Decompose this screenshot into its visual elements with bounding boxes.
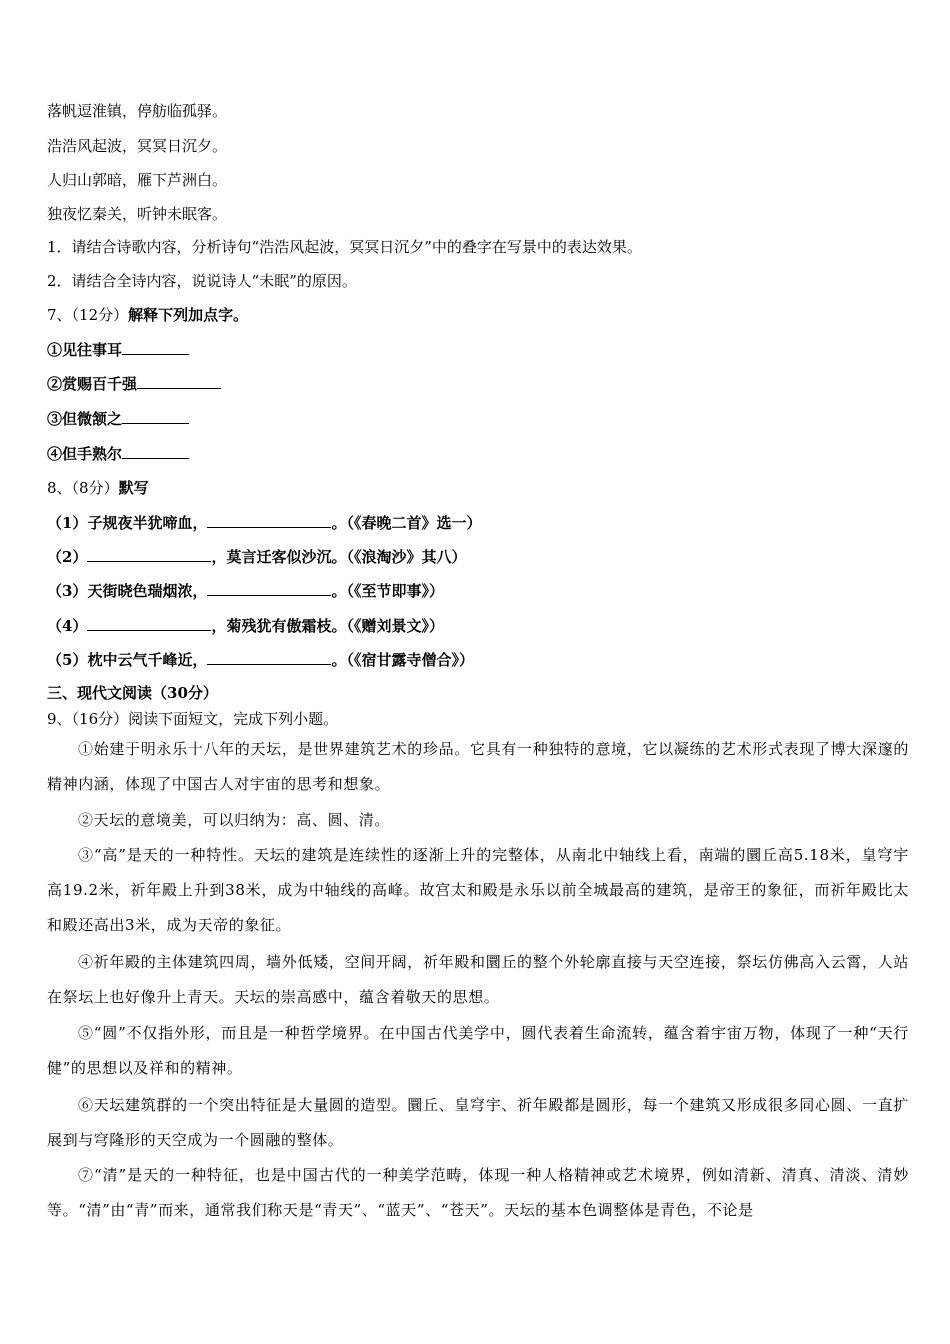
question-7-header [47, 305, 910, 325]
q8-item-before: 天街晓色瑞烟浓， [87, 582, 208, 600]
q8-item-after: 。（《至节即事》） [331, 582, 444, 600]
q7-item-text: ④但手熟尔 [47, 445, 123, 463]
answer-blank[interactable] [207, 580, 331, 596]
q8-item [47, 546, 910, 567]
poem-line: 落帆逗淮镇，停舫临孤驿。 [47, 102, 228, 120]
q8-item-number: （4） [47, 617, 88, 635]
answer-blank[interactable] [87, 546, 211, 562]
q7-item-text: ③但微颔之 [47, 410, 123, 428]
q8-item-after: ，菊残犹有傲霜枝。（《赠刘景文》） [211, 617, 444, 635]
answer-blank[interactable] [207, 512, 331, 528]
q7-item-text: ②赏赐百千强 [47, 375, 138, 393]
answer-blank[interactable] [122, 339, 189, 355]
question-7-prefix: 7、（12分） [47, 306, 129, 324]
q8-item [47, 615, 910, 636]
q8-item [47, 649, 910, 670]
passage-paragraph-3: ③“高”是天的一种特性。天坛的建筑是连续性的逐渐上升的完整体，从南北中轴线上看，南端的圜丘高5.18米，皇穹宇高19.2米，祈年殿上升到38米，成为中轴线的高峰。故宫太和殿是永乐以前全城最高的建筑，是帝王的象征，而祈年殿比太和殿还高出3米，成为天帝的象征。 [47, 846, 909, 934]
answer-blank[interactable] [122, 408, 189, 424]
passage-paragraph-7: ⑦“清”是天的一种特征，也是中国古代的一种美学范畴，体现一种人格精神或艺术境界，例如清新、清真、清淡、清妙等。“清”由“青”而来，通常我们称天是“青天”、“蓝天”、“苍天”。天坛的基本色调整体是青色，不论是 [47, 1166, 909, 1219]
passage-paragraph-1: ①始建于明永乐十八年的天坛，是世界建筑艺术的珍品。它具有一种独特的意境，它以凝练的艺术形式表现了博大深邃的精神内涵，体现了中国古人对宇宙的思考和想象。 [47, 740, 909, 793]
q8-item-before: 子规夜半犹啼血， [87, 514, 208, 532]
q7-item-text: ①见往事耳 [47, 341, 123, 359]
q7-item [47, 408, 910, 429]
q8-item-number: （3） [47, 582, 88, 600]
poem-question-1: 1．请结合诗歌内容，分析诗句“浩浩风起波，冥冥日沉夕”中的叠字在写景中的表达效果。 [47, 238, 642, 256]
question-9-intro: 9、（16分）阅读下面短文，完成下列小题。 [47, 710, 339, 728]
question-7-title: 解释下列加点字。 [128, 306, 249, 324]
q8-item-number: （2） [47, 548, 88, 566]
q8-item [47, 512, 910, 533]
passage-paragraph-6: ⑥天坛建筑群的一个突出特征是大量圆的造型。圜丘、皇穹宇、祈年殿都是圆形，每一个建筑又形成很多同心圆、一直扩展到与穹隆形的天空成为一个圆融的整体。 [47, 1096, 909, 1149]
passage-paragraph-4: ④祈年殿的主体建筑四周，墙外低矮，空间开阔，祈年殿和圜丘的整个外轮廓直接与天空连接，祭坛仿佛高入云霄，人站在祭坛上也好像升上青天。天坛的崇高感中，蕴含着敬天的思想。 [47, 953, 909, 1006]
passage-paragraph-2: ②天坛的意境美，可以归纳为：高、圆、清。 [78, 811, 391, 829]
poem-line: 浩浩风起波，冥冥日沉夕。 [47, 137, 228, 155]
q8-item-after: ，莫言迁客似沙沉。（《浪淘沙》其八） [211, 548, 467, 566]
q8-item-number: （5） [47, 651, 88, 669]
question-8-title: 默写 [118, 479, 149, 497]
q8-item-after: 。（《春晚二首》选一） [331, 514, 482, 532]
question-8-header [47, 478, 910, 498]
q7-item [47, 373, 910, 394]
answer-blank[interactable] [137, 373, 221, 389]
q8-item-after: 。（《宿甘露寺僧合》） [331, 651, 474, 669]
question-8-prefix: 8、（8分） [47, 479, 119, 497]
answer-blank[interactable] [207, 649, 331, 665]
section-3-title: 三、现代文阅读（30分） [47, 684, 218, 702]
poem-line: 人归山郭暗，雁下芦洲白。 [47, 171, 228, 189]
q8-item-number: （1） [47, 514, 88, 532]
q8-item-before: 枕中云气千峰近， [87, 651, 208, 669]
answer-blank[interactable] [122, 443, 189, 459]
q7-item [47, 339, 910, 360]
answer-blank[interactable] [87, 615, 211, 631]
q8-item [47, 580, 910, 601]
poem-question-2: 2．请结合全诗内容，说说诗人“未眠”的原因。 [47, 272, 357, 290]
poem-line: 独夜忆秦关，听钟未眠客。 [47, 205, 228, 223]
passage-paragraph-5: ⑤“圆”不仅指外形，而且是一种哲学境界。在中国古代美学中，圆代表着生命流转，蕴含着宇宙万物，体现了一种“天行健”的思想以及祥和的精神。 [47, 1024, 909, 1077]
q7-item [47, 443, 910, 464]
